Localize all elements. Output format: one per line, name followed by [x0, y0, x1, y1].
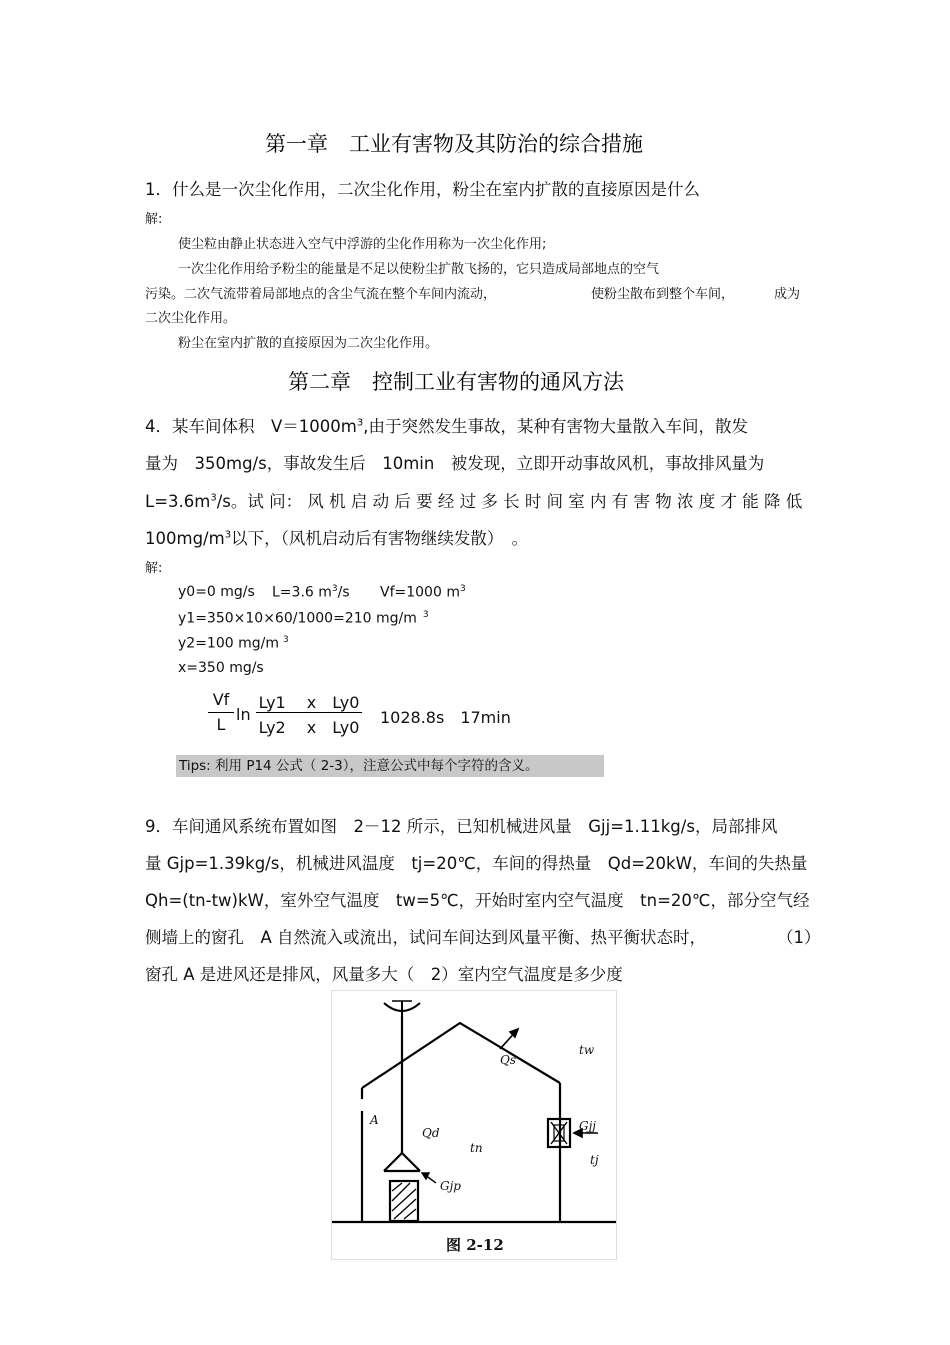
answer-label-1: 解:: [145, 212, 163, 227]
answer-1-line-3a: 污染。二次气流带着局部地点的含尘气流在整个车间内流动，: [145, 287, 497, 302]
label-Qs: Qs: [500, 1053, 516, 1067]
formula-result: 1028.8s 17min: [380, 708, 511, 727]
formula-ln: ln: [236, 705, 251, 724]
question-9-line-4b: （1）: [777, 928, 821, 947]
label-tw: tw: [579, 1043, 595, 1057]
answer-1-line-5: 粉尘在室内扩散的直接原因为二次尘化作用。: [178, 336, 439, 351]
var-Vf: Vf=1000 $m^3$: [380, 584, 466, 601]
label-Qd: Qd: [422, 1126, 440, 1140]
answer-label-4: 解:: [145, 561, 163, 576]
question-9-line-3: Qh=(tn-tw)kW，室外空气温度 tw=5℃，开始时室内空气温度 tn=20℃，部分空气经: [145, 891, 810, 910]
chapter2-title: 第二章 控制工业有害物的通风方法: [288, 370, 624, 394]
figure-caption: 图 2-12: [446, 1236, 504, 1254]
question-9-line-5: 窗孔 A 是进风还是排风，风量多大（ 2）室内空气温度是多少度: [145, 965, 623, 984]
roof: [362, 1023, 560, 1088]
label-Gjj: Gjj: [579, 1119, 597, 1133]
formula-fraction-1: $\frac{Vf}{L}$: [208, 690, 234, 734]
label-A: A: [370, 1113, 379, 1127]
question-4-line-4: $100mg/m^3$以下，（风机启动后有害物继续发散） 。: [145, 529, 529, 548]
question-9-line-2: 量 Gjp=1.39kg/s，机械进风温度 tj=20℃，车间的得热量 Qd=20kW，车间的失热量: [145, 854, 808, 873]
var-y1: y1=350×10×60/1000=210 mg/m $^3$: [178, 610, 429, 627]
question-1: 1．什么是一次尘化作用，二次尘化作用，粉尘在室内扩散的直接原因是什么: [145, 180, 700, 199]
formula-fraction-2: $\frac{\text{Ly1 x Ly0}}{\text{Ly2 x Ly0}}$: [256, 690, 362, 738]
question-4-line-1: 4．某车间体积 $V=1000m^3$,由于突然发生事故，某种有害物大量散入车间，散发: [145, 417, 748, 436]
answer-1-line-4: 二次尘化作用。: [145, 311, 237, 326]
question-9-line-1: 9．车间通风系统布置如图 2－12 所示，已知机械进风量 Gjj=1.11kg/s，局部排风: [145, 817, 778, 836]
question-4-line-3: $L=3.6m^3/s$。试 问： 风 机 启 动 后 要 经 过 多 长 时 间 室 内 有 害 物 浓 度 才 能 降 低: [145, 492, 803, 511]
var-y2: y2=100 mg/m $^3$: [178, 635, 289, 652]
var-x: x=350 mg/s: [178, 660, 264, 676]
exhaust-hood: [384, 1153, 420, 1171]
question-4-line-2: 量为 350mg/s，事故发生后 10min 被发现，立即开动事故风机，事故排风量为: [145, 454, 765, 473]
var-y0: y0=0 mg/s: [178, 584, 255, 600]
answer-1-line-3b: 使粉尘散布到整个车间，: [591, 287, 735, 302]
label-tn: tn: [470, 1141, 483, 1155]
label-tj: tj: [590, 1153, 599, 1167]
answer-1-line-1: 使尘粒由静止状态进入空气中浮游的尘化作用称为一次尘化作用;: [178, 237, 547, 252]
tips-box: Tips: 利用 P14 公式（ 2-3），注意公式中每个字符的含义。: [176, 755, 604, 777]
question-9-line-4a: 侧墙上的窗孔 A 自然流入或流出，试问车间达到风量平衡、热平衡状态时，: [145, 928, 707, 947]
var-L: L=3.6 $m^3/s$: [272, 584, 350, 601]
figure-2-12: [331, 990, 617, 1260]
answer-1-line-3c: 成为: [774, 287, 801, 302]
label-Gjp: Gjp: [440, 1179, 461, 1193]
answer-1-line-2: 一次尘化作用给予粉尘的能量是不足以使粉尘扩散飞扬的，它只造成局部地点的空气: [178, 262, 660, 277]
chapter1-title: 第一章 工业有害物及其防治的综合措施: [265, 132, 643, 156]
